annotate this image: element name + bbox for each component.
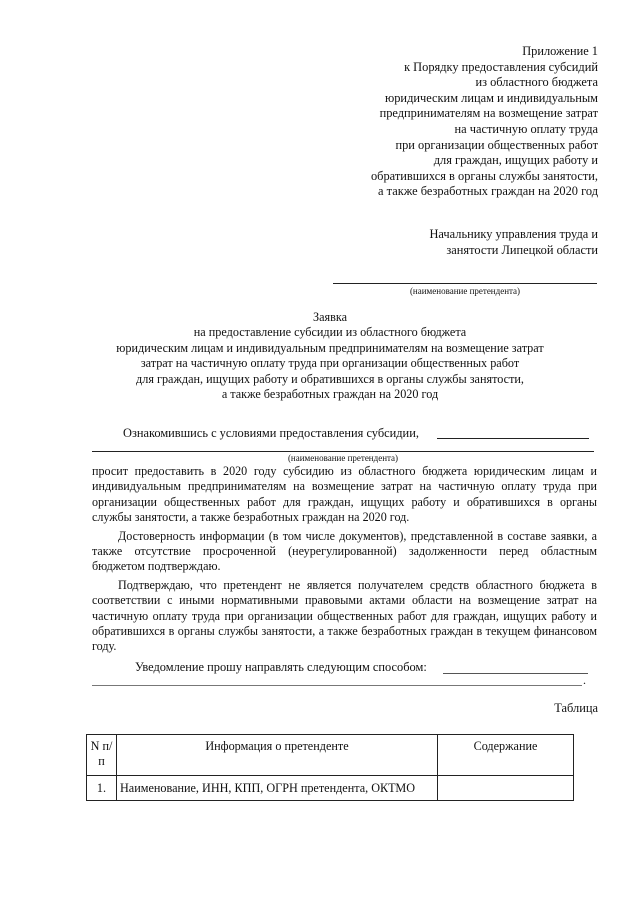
notification-method-field[interactable] [443,673,588,674]
appendix-line: при организации общественных работ [395,137,598,152]
header-content: Содержание [438,735,574,776]
addressee-line: занятости Липецкой области [446,243,598,257]
table-row [87,776,574,801]
addressee-block [338,226,598,258]
appendix-line: обратившихся в органы службы занятости, [370,168,598,183]
appendix-line: к Порядку предоставления субсидий [404,59,598,74]
title-line: для граждан, ищущих работу и обратившихся в органы службы занятости, [136,371,524,386]
appendix-line: юридическим лицам и индивидуальным [384,90,598,105]
confirmation-paragraph: Подтверждаю, что претендент не является получателем средств областного бюджета в соответствии с иными нормативными правовыми актами области на возмещение затрат на частичную оплату труда при организации общественных работ для граждан, ищущих работу и обратившихся в органы службы занятости, а также безработных граждан в текущем финансовом году. [92,577,597,654]
appendix-line: Приложение 1 [522,44,598,58]
title-line: Заявка [312,310,348,324]
acknowledgement-text: Ознакомившись с условиями предоставления субсидии, [123,426,419,440]
addressee-line: Начальнику управления труда и [429,227,598,241]
appendix-line: для граждан, ищущих работу и [433,153,598,168]
applicant-name-caption-2: (наименование претендента) [287,453,399,463]
title-line: а также безработных граждан на 2020 год [221,387,439,402]
reliability-paragraph: Достоверность информации (в том числе документов), представленной в составе заявки, а также отсутствие просроченной (неурегулированной) задолженности перед областным бюджетом подтверждаю. [92,528,597,574]
row-content-cell[interactable] [438,776,574,801]
header-info: Информация о претенденте [117,735,438,776]
appendix-block [268,44,598,200]
title-line: затрат на частичную оплату труда при организации общественных работ [140,356,520,371]
notification-text: Уведомление прошу направлять следующим способом: [135,660,427,674]
acknowledgement-blank-field[interactable] [437,438,589,439]
applicant-name-field-2[interactable] [92,451,594,452]
application-title [80,310,580,402]
appendix-line: предпринимателям на возмещение затрат [379,106,598,121]
notification-method-field-2[interactable] [92,685,582,686]
appendix-line: на частичную оплату труда [454,121,598,136]
table-header-row [87,735,574,776]
applicant-name-field[interactable] [333,283,597,284]
header-num: N п/п [87,735,117,776]
applicant-name-caption: (наименование претендента) [409,286,521,296]
row-num: 1. [87,776,117,801]
table-label: Таблица [554,701,598,715]
appendix-line: а также безработных граждан на 2020 год [378,184,598,199]
title-line: на предоставление субсидии из областного бюджета [193,325,467,340]
appendix-line: из областного бюджета [475,75,598,90]
row-info: Наименование, ИНН, КПП, ОГРН претендента, ОКТМО [117,776,438,801]
applicant-info-table [86,734,574,801]
title-line: юридическим лицам и индивидуальным предпринимателям на возмещение затрат [116,340,544,355]
request-paragraph: просит предоставить в 2020 году субсидию из областного бюджета юридическим лицам и индивидуальным предпринимателям на возмещение затрат на частичную оплату труда при организации общественных работ для граждан, ищущих работу и обратившихся в органы службы занятости, а также безработных граждан на 2020 год. [92,464,597,525]
application-body [92,464,597,658]
period-mark: . [583,673,586,687]
